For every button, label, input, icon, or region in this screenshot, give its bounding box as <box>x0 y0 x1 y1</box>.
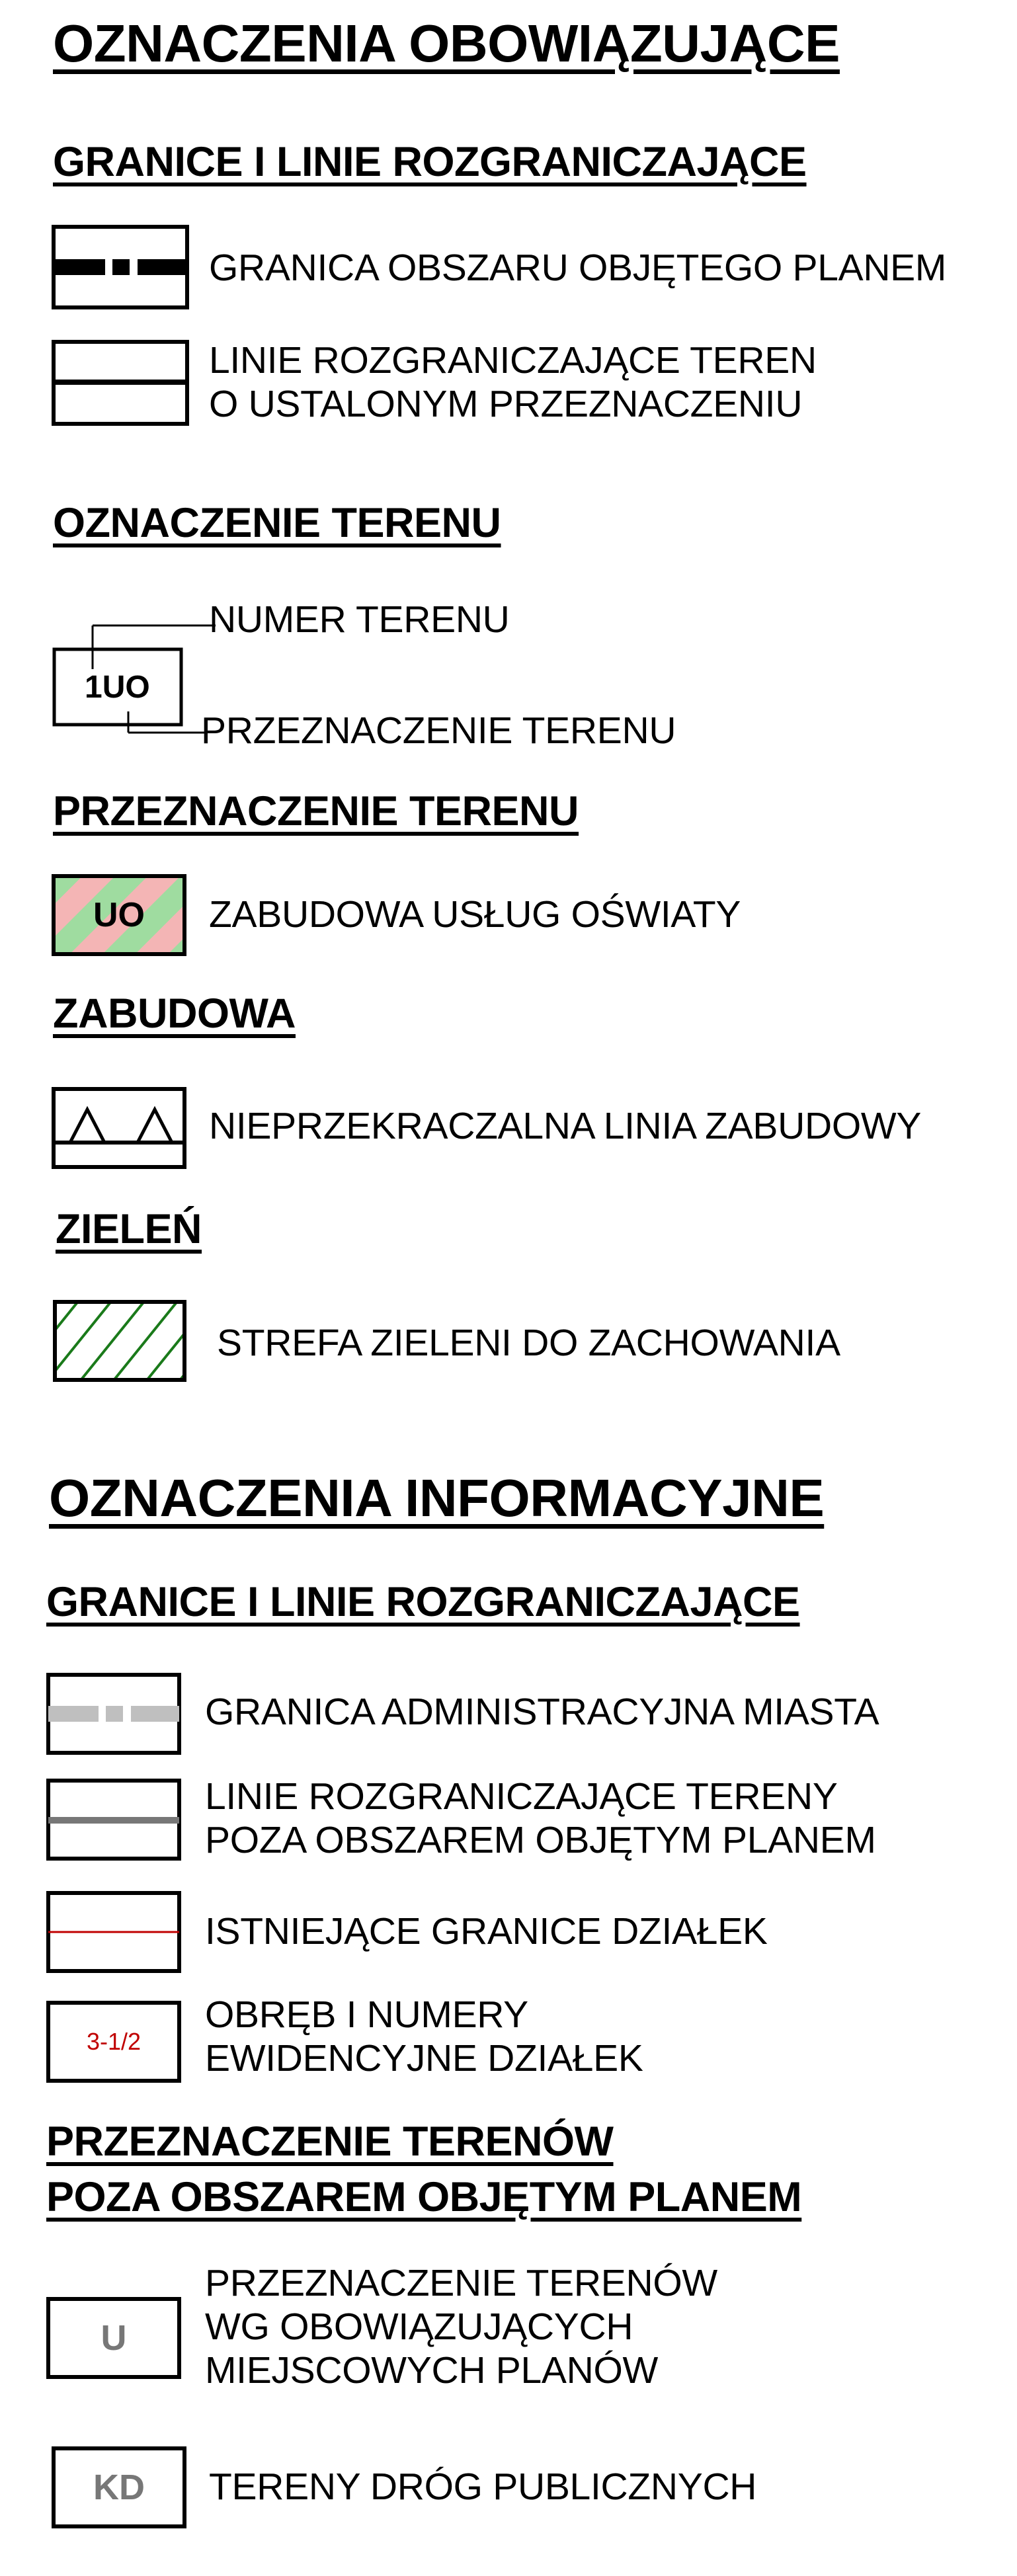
label-outside-dividing-lines-line1: LINIE ROZGRANICZAJĄCE TERENY <box>205 1775 838 1818</box>
label-parcel-boundaries: ISTNIEJĄCE GRANICE DZIAŁEK <box>205 1910 768 1952</box>
label-parcel-numbers-line2: EWIDENCYJNE DZIAŁEK <box>205 2037 643 2079</box>
outside-dividing-line-symbol <box>46 1779 181 1861</box>
label-parcel-numbers-line1: OBRĘB I NUMERY <box>205 1993 528 2036</box>
label-plan-boundary: GRANICA OBSZARU OBJĘTEGO PLANEM <box>209 247 947 289</box>
label-dividing-lines-line2: O USTALONYM PRZEZNACZENIU <box>209 383 803 425</box>
uo-zone-symbol <box>52 874 186 956</box>
area-designation-symbol <box>46 606 216 758</box>
parcel-boundary-symbol <box>46 1891 181 1973</box>
existing-plan-purpose-code: U <box>101 2318 127 2358</box>
label-area-number: NUMER TERENU <box>209 598 510 641</box>
heading-oznaczenie-terenu: OZNACZENIE TERENU <box>53 500 501 546</box>
public-roads-code: KD <box>93 2468 145 2507</box>
uo-zone-code: UO <box>93 896 145 934</box>
heading-granice-informacyjne: GRANICE I LINIE ROZGRANICZAJĄCE <box>46 1579 800 1625</box>
green-zone-symbol <box>53 1300 186 1382</box>
dividing-line-symbol <box>52 340 189 426</box>
label-existing-plans-line3: MIEJSCOWYCH PLANÓW <box>205 2349 658 2392</box>
label-education-services: ZABUDOWA USŁUG OŚWIATY <box>209 893 741 936</box>
plan-boundary-symbol <box>52 225 189 309</box>
main-title-informacyjne: OZNACZENIA INFORMACYJNE <box>49 1469 825 1527</box>
heading-zielen: ZIELEŃ <box>56 1206 202 1252</box>
public-roads-symbol <box>52 2446 186 2528</box>
building-line-symbol <box>52 1087 186 1169</box>
parcel-number-sample: 3-1/2 <box>86 2028 142 2055</box>
main-title-obowiazujace: OZNACZENIA OBOWIĄZUJĄCE <box>53 14 840 73</box>
heading-zabudowa: ZABUDOWA <box>53 990 296 1037</box>
label-dividing-lines-line1: LINIE ROZGRANICZAJĄCE TEREN <box>209 339 817 382</box>
heading-poza-line2: POZA OBSZAREM OBJĘTYM PLANEM <box>46 2174 802 2220</box>
label-existing-plans-line2: WG OBOWIĄZUJĄCYCH <box>205 2306 633 2348</box>
label-building-line: NIEPRZEKRACZALNA LINIA ZABUDOWY <box>209 1105 922 1147</box>
heading-granice-obowiazujace: GRANICE I LINIE ROZGRANICZAJĄCE <box>53 139 807 185</box>
label-existing-plans-line1: PRZEZNACZENIE TERENÓW <box>205 2262 717 2304</box>
parcel-number-symbol <box>46 2001 181 2083</box>
label-city-boundary: GRANICA ADMINISTRACYJNA MIASTA <box>205 1691 879 1733</box>
label-green-zone: STREFA ZIELENI DO ZACHOWANIA <box>217 1322 840 1364</box>
label-outside-dividing-lines-line2: POZA OBSZAREM OBJĘTYM PLANEM <box>205 1819 876 1861</box>
existing-plan-purpose-symbol <box>46 2297 181 2379</box>
heading-przeznaczenie-terenu: PRZEZNACZENIE TERENU <box>53 788 579 834</box>
heading-poza-line1: PRZEZNACZENIE TERENÓW <box>46 2118 614 2165</box>
area-number-sample: 1UO <box>85 670 150 705</box>
city-boundary-symbol <box>46 1673 181 1755</box>
label-public-roads: TERENY DRÓG PUBLICZNYCH <box>209 2466 757 2508</box>
label-area-purpose: PRZEZNACZENIE TERENU <box>201 709 676 752</box>
